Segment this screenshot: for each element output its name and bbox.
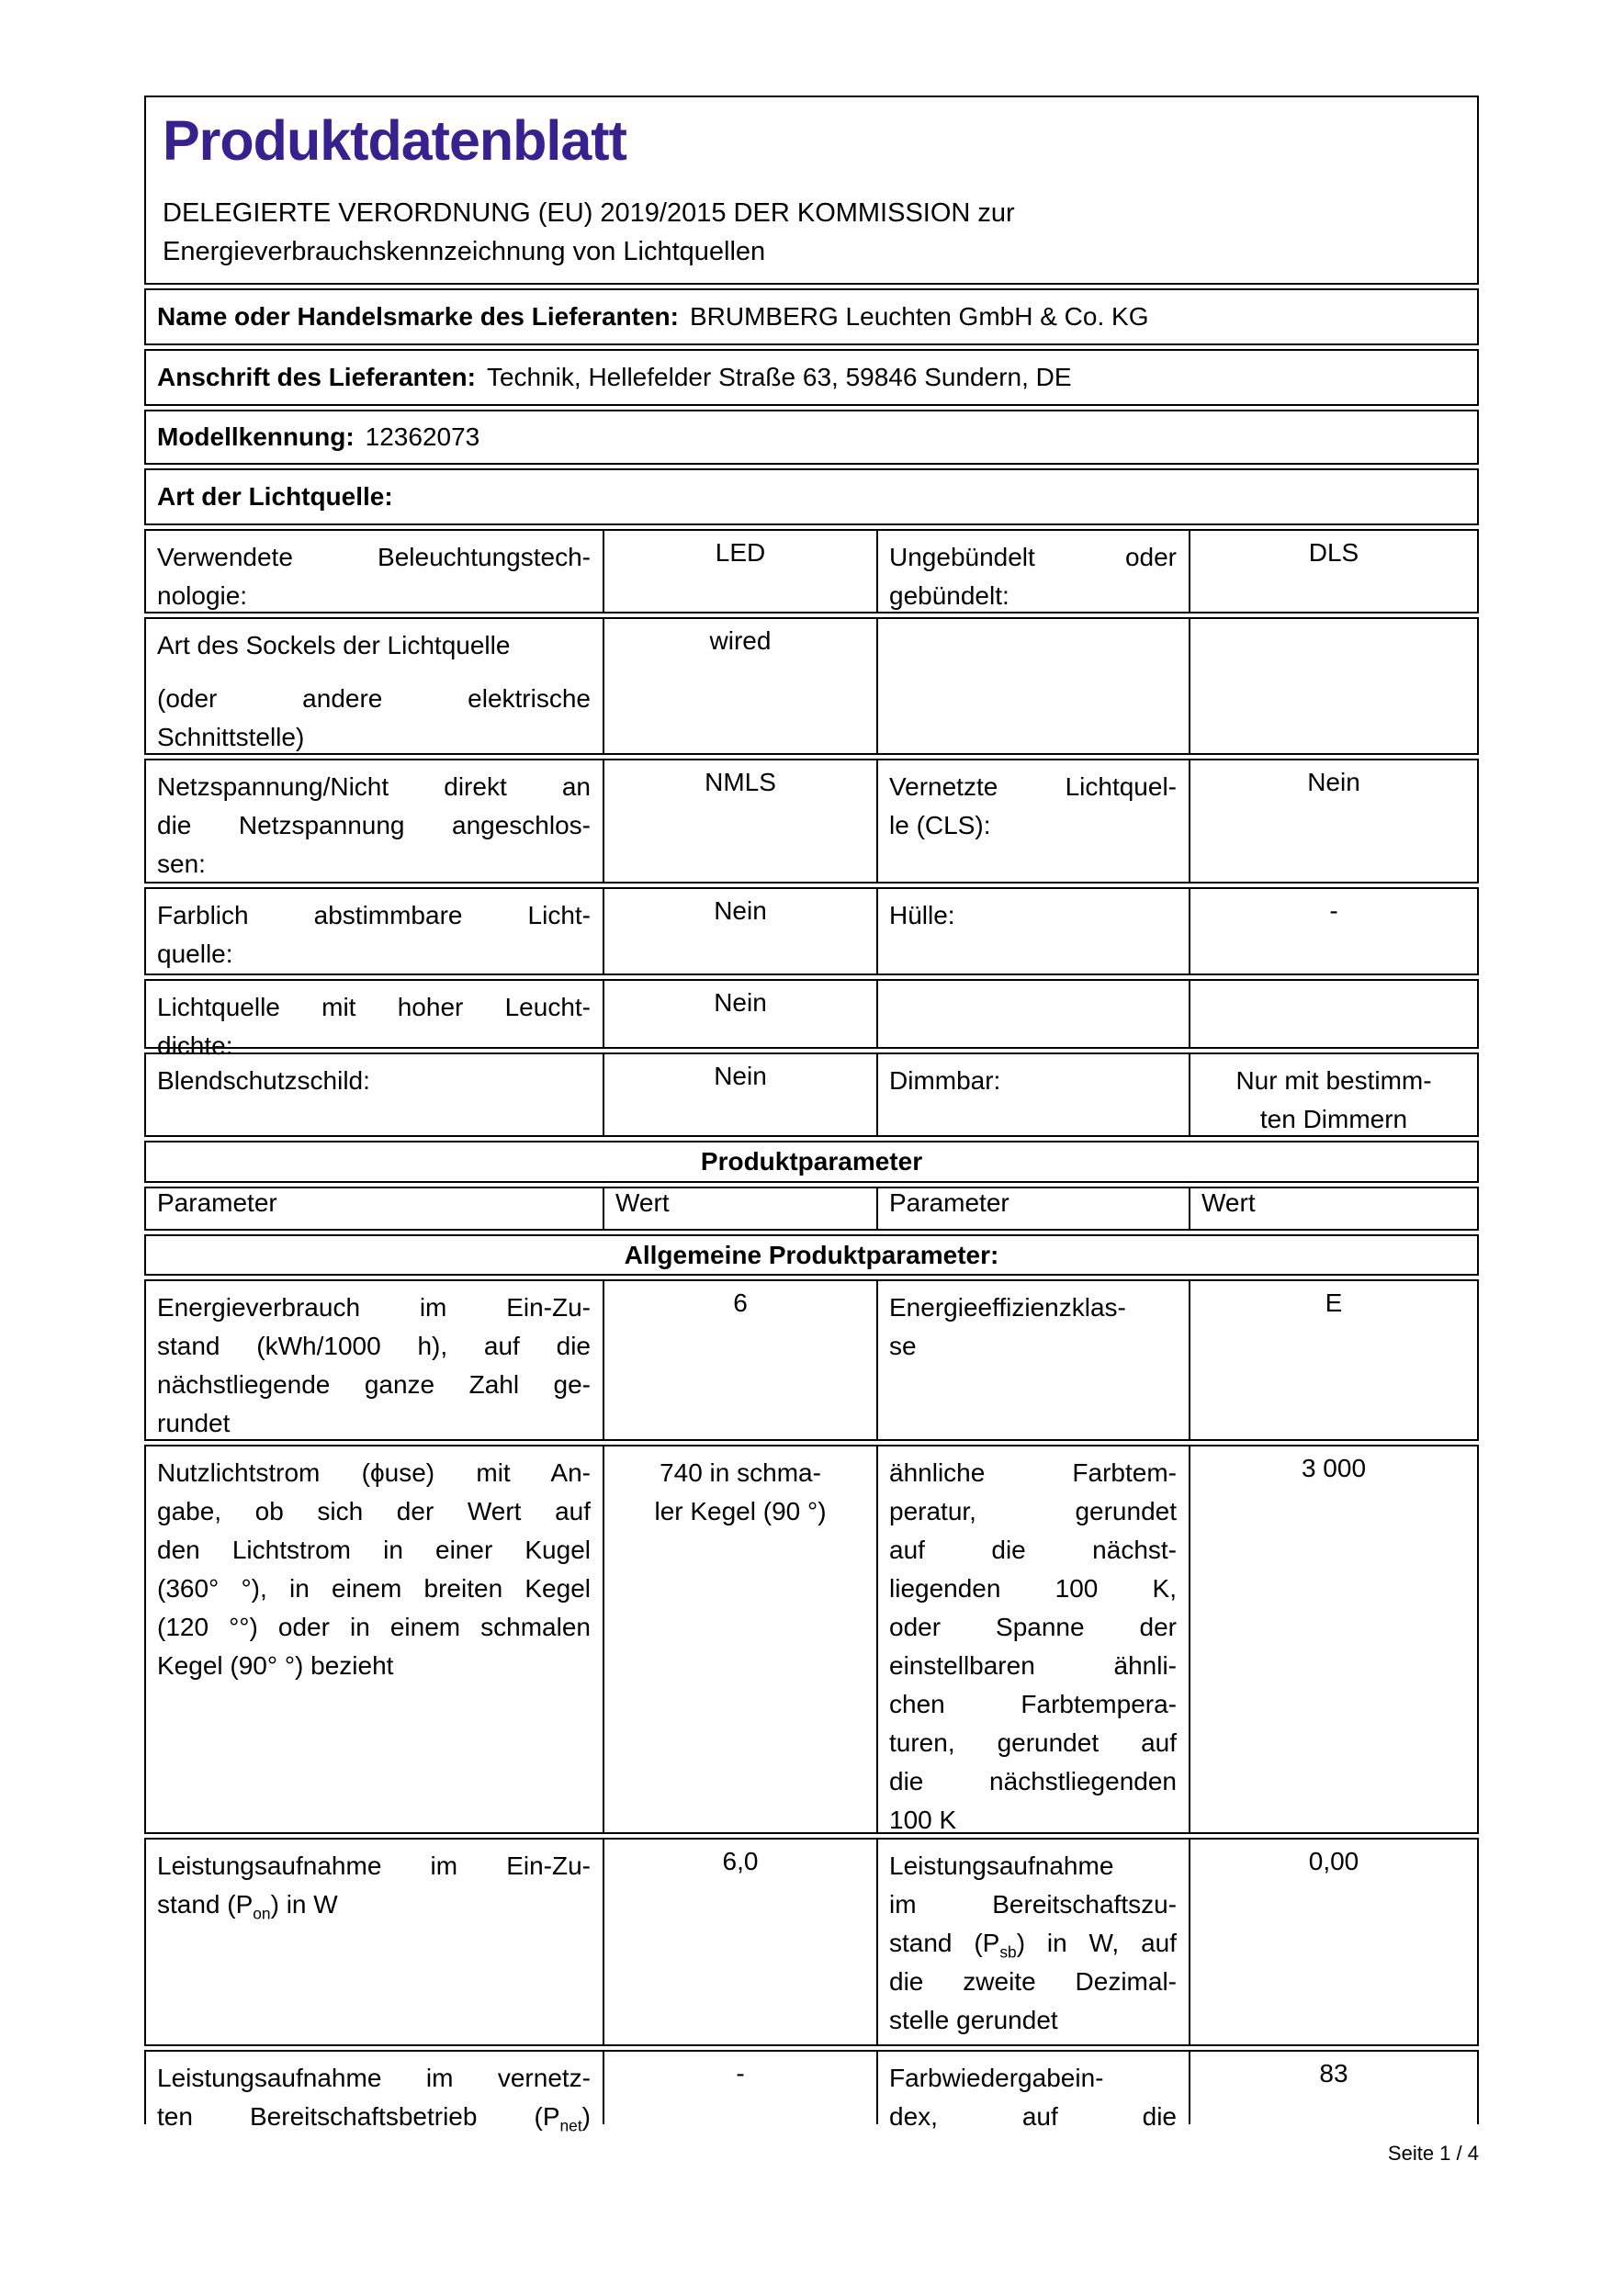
text-line: stand (kWh/1000 h), auf die [157,1332,591,1360]
text-line: Schnittstelle) [157,723,305,751]
text-line: Leistungsaufnahme im vernetz- [157,2064,591,2092]
row-power-on-mode [144,1838,1479,2046]
text-line: quelle: [157,940,233,968]
parameter-cell [146,981,604,1060]
value-cell: NMLS [604,760,878,882]
subscript: net [559,2116,582,2135]
row-mains-voltage [144,759,1479,884]
parameter-cell [146,1840,604,2044]
parameter-cell [878,619,1190,753]
value-cell: wired [604,619,878,753]
text-line: stand $(P_{sb})$ in W, auf [889,1929,1177,1962]
row-lighting-technology [144,529,1479,613]
value-cell: Nein [604,889,878,974]
row-glare-shield [144,1052,1479,1137]
value-cell: 6,0 [604,1840,878,2044]
light-source-type-label: Art der Lichtquelle: [157,482,393,511]
supplier-name-row [144,288,1479,345]
model-id-value: 12362073 [365,422,480,451]
section-title: Produktparameter [700,1147,923,1176]
value-cell: Nein [604,1054,878,1135]
parameter-cell [878,760,1190,882]
supplier-address-row [144,349,1479,406]
text-line: Nutzlichtstrom (ϕuse) mit An- [157,1458,591,1487]
product-datasheet [144,96,1479,2135]
text-line: Verwendete Beleuchtungstech- [157,543,591,571]
parameter-cell [878,1054,1190,1135]
value-cell [1190,1054,1477,1135]
text-line: turen, gerundet auf [889,1728,1177,1757]
supplier-name-label: Name oder Handelsmarke des Lieferanten: [157,302,679,331]
value-cell: LED [604,531,878,612]
parameter-cell [878,1446,1190,1832]
row-socket-type [144,617,1479,755]
column-header: Parameter [146,1188,604,1229]
text-line: Blendschutzschild: [157,1066,370,1095]
subtitle-line-2: Energieverbrauchskennzeichnung von Lichtquellen [163,237,766,267]
text-line: Farbwiedergabein- [889,2064,1104,2092]
text-line: Dimmbar: [889,1066,1001,1095]
parameter-cell [878,981,1190,1047]
text-line: (360° °), in einem breiten Kegel [157,1574,591,1603]
text-line: Vernetzte Lichtquel- [889,772,1177,801]
text-line: ten Dimmern [1259,1105,1408,1133]
section-header-allgemeine [144,1234,1479,1276]
parameter-cell [146,1446,604,1832]
parameter-cell [878,1840,1190,2044]
row-networked-standby [144,2050,1479,2135]
text-line: le (CLS): [889,811,991,839]
parameter-cell [146,1054,604,1135]
text-line: 740 in schma- [660,1458,821,1487]
supplier-name-value: BRUMBERG Leuchten GmbH & Co. KG [689,302,1149,331]
value-cell [1190,981,1477,1047]
text-line: Nur mit bestimm- [1235,1066,1432,1095]
light-source-type-row [144,468,1479,525]
text-line: chen Farbtempera- [889,1690,1177,1718]
row-high-luminance [144,979,1479,1060]
row-luminous-flux [144,1445,1479,1834]
value-cell: DLS [1308,538,1359,567]
model-id-row [144,410,1479,465]
text-line: Energieverbrauch im Ein-Zu- [157,1293,591,1322]
value-cell: - [604,2052,878,2124]
text-line: 100 K [889,1806,957,1834]
title-box [144,96,1479,285]
text-line: se [889,1332,917,1360]
text-line: stelle gerundet [889,2006,1058,2034]
parameter-cell [878,889,1190,974]
subtitle [163,194,1459,271]
parameter-cell [878,1281,1190,1439]
parameter-header-row [144,1187,1479,1231]
value-cell: Nein [604,981,878,1047]
supplier-address-value: Technik, Hellefelder Straße 63, 59846 Sundern, DE [486,363,1072,391]
parameter-cell [146,531,604,612]
text-line: dichte: [157,1031,233,1060]
value-cell: 3 000 [1301,1454,1367,1482]
text-line: ähnliche Farbtem- [889,1458,1177,1487]
supplier-address-label: Anschrift des Lieferanten: [157,363,476,391]
text-line: Hülle: [889,901,955,929]
text-line: Farblich abstimmbare Licht- [157,901,591,929]
text-line: (120 °°) oder in einem schmalen [157,1613,591,1641]
row-colour-tunable [144,887,1479,975]
parameter-cell [146,619,604,753]
column-header: Wert [1201,1188,1256,1217]
value-cell [604,1446,878,1832]
text-line: auf die nächst- [889,1536,1177,1564]
subscript: on [253,1904,271,1923]
text-line: Leistungsaufnahme [889,1851,1114,1880]
text-line: nologie: [157,581,248,610]
page-title: Produktdatenblatt [163,109,626,172]
page-number: Seite 1 / 4 [1387,2142,1479,2165]
section-title: Allgemeine Produktparameter: [624,1240,999,1269]
text-line: einstellbaren ähnli- [889,1651,1177,1680]
text-line: im Bereitschaftszu- [889,1890,1177,1919]
text-line: stand $(P_{on})$ in W [157,1890,338,1923]
text-line: gebündelt: [889,581,1009,610]
value-cell: E [1325,1289,1343,1317]
text-line: ten Bereitschaftsbetrieb $(P_{net})$ [157,2102,591,2135]
text-line: Leistungsaufnahme im Ein-Zu- [157,1851,591,1880]
text-line: liegenden 100 K, [889,1574,1177,1603]
value-cell [1190,619,1477,753]
parameter-cell [146,760,604,882]
text-line: Art des Sockels der Lichtquelle [157,631,511,659]
parameter-cell [878,531,1190,612]
text-line: dex, auf die [889,2102,1177,2131]
text-line: ler Kegel (90 °) [654,1497,827,1525]
model-id-label: Modellkennung: [157,422,355,451]
row-energy-consumption [144,1279,1479,1441]
parameter-cell [146,2052,604,2135]
section-header-produktparameter [144,1141,1479,1183]
value-cell: - [1329,896,1338,925]
text-line: die nächstliegenden [889,1767,1177,1795]
text-line: den Lichtstrom in einer Kugel [157,1536,591,1564]
parameter-cell [146,1281,604,1439]
value-cell: 83 [1319,2059,1348,2088]
text-line: die zweite Dezimal- [889,1967,1177,1996]
text-line: nächstliegende ganze Zahl ge- [157,1370,591,1399]
column-header: Wert [604,1188,878,1229]
text-line: oder Spanne der [889,1613,1177,1641]
text-line: Energieeffizienzklas- [889,1293,1126,1322]
text-line: gabe, ob sich der Wert auf [157,1497,591,1525]
text-line: (oder andere elektrische [157,684,591,713]
text-line: Ungebündelt oder [889,543,1177,571]
parameter-cell [146,889,604,974]
text-line: Netzspannung/Nicht direkt an [157,772,591,801]
value-cell: Nein [1307,768,1360,796]
text-line: die Netzspannung angeschlos- [157,811,591,839]
text-line: Lichtquelle mit hoher Leucht- [157,993,591,1021]
value-cell: 0,00 [1308,1847,1359,1875]
parameter-cell [878,2052,1190,2131]
column-header: Parameter [878,1188,1190,1229]
subtitle-line-1: DELEGIERTE VERORDNUNG (EU) 2019/2015 DER KOMMISSION zur [163,198,1015,229]
text-line: sen: [157,850,206,878]
subscript: sb [999,1942,1017,1962]
text-line: rundet [157,1409,231,1437]
text-line: Kegel (90° °) bezieht [157,1651,394,1680]
value-cell: 6 [604,1281,878,1439]
text-line: peratur, gerundet [889,1497,1177,1525]
